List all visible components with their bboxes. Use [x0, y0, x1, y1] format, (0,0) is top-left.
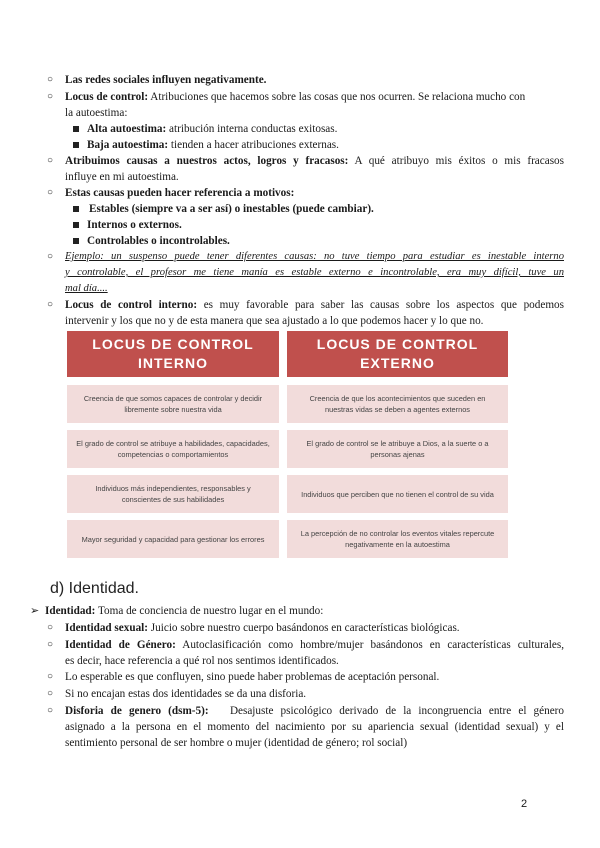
list-item: Atribuimos causas a nuestros actos, logros y fracasos: A qué atribuyo mis éxitos o mis fracasos — [65, 155, 564, 167]
list-item-cont: asignado a la persona en el momento del nacimiento por su apariencia sexual (identidad sexual) y el — [65, 721, 564, 733]
square-bullet — [73, 206, 79, 212]
list-item: Identidad de Género: Autoclasificación como hombre/mujer basándonos en características culturales, — [65, 639, 564, 651]
list-item: Locus de control interno: es muy favorable para saber las causas sobre los aspectos que podemos — [65, 299, 564, 311]
header-line: INTERNO — [138, 355, 208, 371]
circle-bullet: ○ — [47, 74, 54, 85]
list-item: Alta autoestima: atribución interna conductas exitosas. — [87, 123, 338, 135]
circle-bullet: ○ — [47, 639, 54, 650]
square-bullet — [73, 126, 79, 132]
list-item-cont: intervenir y los que no y de esta manera que sea ajustado a lo que podemos hacer y lo que no. — [65, 315, 484, 327]
list-item: Identidad: Toma de conciencia de nuestro lugar en el mundo: — [45, 605, 324, 617]
circle-bullet: ○ — [47, 187, 54, 198]
table-cell: Individuos que perciben que no tienen el control de su vida — [287, 475, 508, 513]
table-cell: La percepción de no controlar los eventos vitales repercute negativamente en la autoestima — [287, 520, 508, 558]
square-bullet — [73, 142, 79, 148]
square-bullet — [73, 222, 79, 228]
list-item: Identidad sexual: Juicio sobre nuestro cuerpo basándonos en características biológicas. — [65, 622, 460, 634]
example-text: y controlable, el profesor me tiene manía es estable externo e incontrolable, era muy difícil, tuve un — [65, 267, 564, 278]
circle-bullet: ○ — [47, 251, 54, 262]
section-title: d) Identidad. — [50, 580, 139, 597]
list-item: Estas causas pueden hacer referencia a motivos: — [65, 187, 295, 199]
list-item-cont: la autoestima: — [65, 107, 128, 119]
list-item-cont: sentimiento personal de ser hombre o mujer (identidad de género; rol social) — [65, 737, 408, 749]
list-item: Locus de control: Atribuciones que hacemos sobre las cosas que nos ocurren. Se relaciona mucho con — [65, 91, 526, 103]
header-externo — [287, 331, 508, 377]
list-item: Lo esperable es que confluyen, sino puede haber problemas de aceptación personal. — [65, 671, 440, 683]
list-item-cont: influye en mi autoestima. — [65, 171, 179, 183]
list-item: Internos o externos. — [87, 219, 182, 231]
circle-bullet: ○ — [47, 622, 54, 633]
table-cell: Mayor seguridad y capacidad para gestionar los errores — [67, 520, 279, 558]
table-cell: Individuos más independientes, responsables y conscientes de sus habilidades — [67, 475, 279, 513]
table-cell: El grado de control se le atribuye a Dios, a la suerte o a personas ajenas — [287, 430, 508, 468]
list-item: Si no encajan estas dos identidades se da una disforia. — [65, 688, 307, 700]
list-item: Controlables o incontrolables. — [87, 235, 230, 247]
header-line: LOCUS DE CONTROL — [92, 336, 254, 352]
table-cell: Creencia de que somos capaces de controlar y decidir libremente sobre nuestra vida — [67, 385, 279, 423]
example-text: Ejemplo: un suspenso puede tener diferentes causas: no tuve tiempo para estudiar es inestable interno — [65, 251, 564, 262]
list-item-cont: es decir, hace referencia a qué rol nos sentimos identificados. — [65, 655, 339, 667]
circle-bullet: ○ — [47, 671, 54, 682]
list-item: Las redes sociales influyen negativamente. — [65, 74, 267, 86]
list-item: Baja autoestima: tienden a hacer atribuciones externas. — [87, 139, 339, 151]
list-item: Disforia de genero (dsm-5): Desajuste psicológico derivado de la incongruencia entre el género — [65, 705, 564, 717]
arrow-bullet-icon: ➢ — [30, 605, 40, 617]
circle-bullet: ○ — [47, 91, 54, 102]
circle-bullet: ○ — [47, 155, 54, 166]
page-number: 2 — [521, 798, 528, 810]
example-text: mal día.... — [65, 283, 108, 294]
list-item: Estables (siempre va a ser así) o inestables (puede cambiar). — [89, 203, 374, 215]
header-line: LOCUS DE CONTROL — [316, 336, 479, 352]
table-cell: Creencia de que los acontecimientos que suceden en nuestras vidas se deben a agentes externos — [287, 385, 508, 423]
header-interno — [67, 331, 279, 377]
header-line: EXTERNO — [360, 355, 435, 371]
circle-bullet: ○ — [47, 299, 54, 310]
circle-bullet: ○ — [47, 705, 54, 716]
locus-control-table — [67, 331, 508, 563]
table-cell: El grado de control se atribuye a habilidades, capacidades, competencias o comportamientos — [67, 430, 279, 468]
circle-bullet: ○ — [47, 688, 54, 699]
square-bullet — [73, 238, 79, 244]
